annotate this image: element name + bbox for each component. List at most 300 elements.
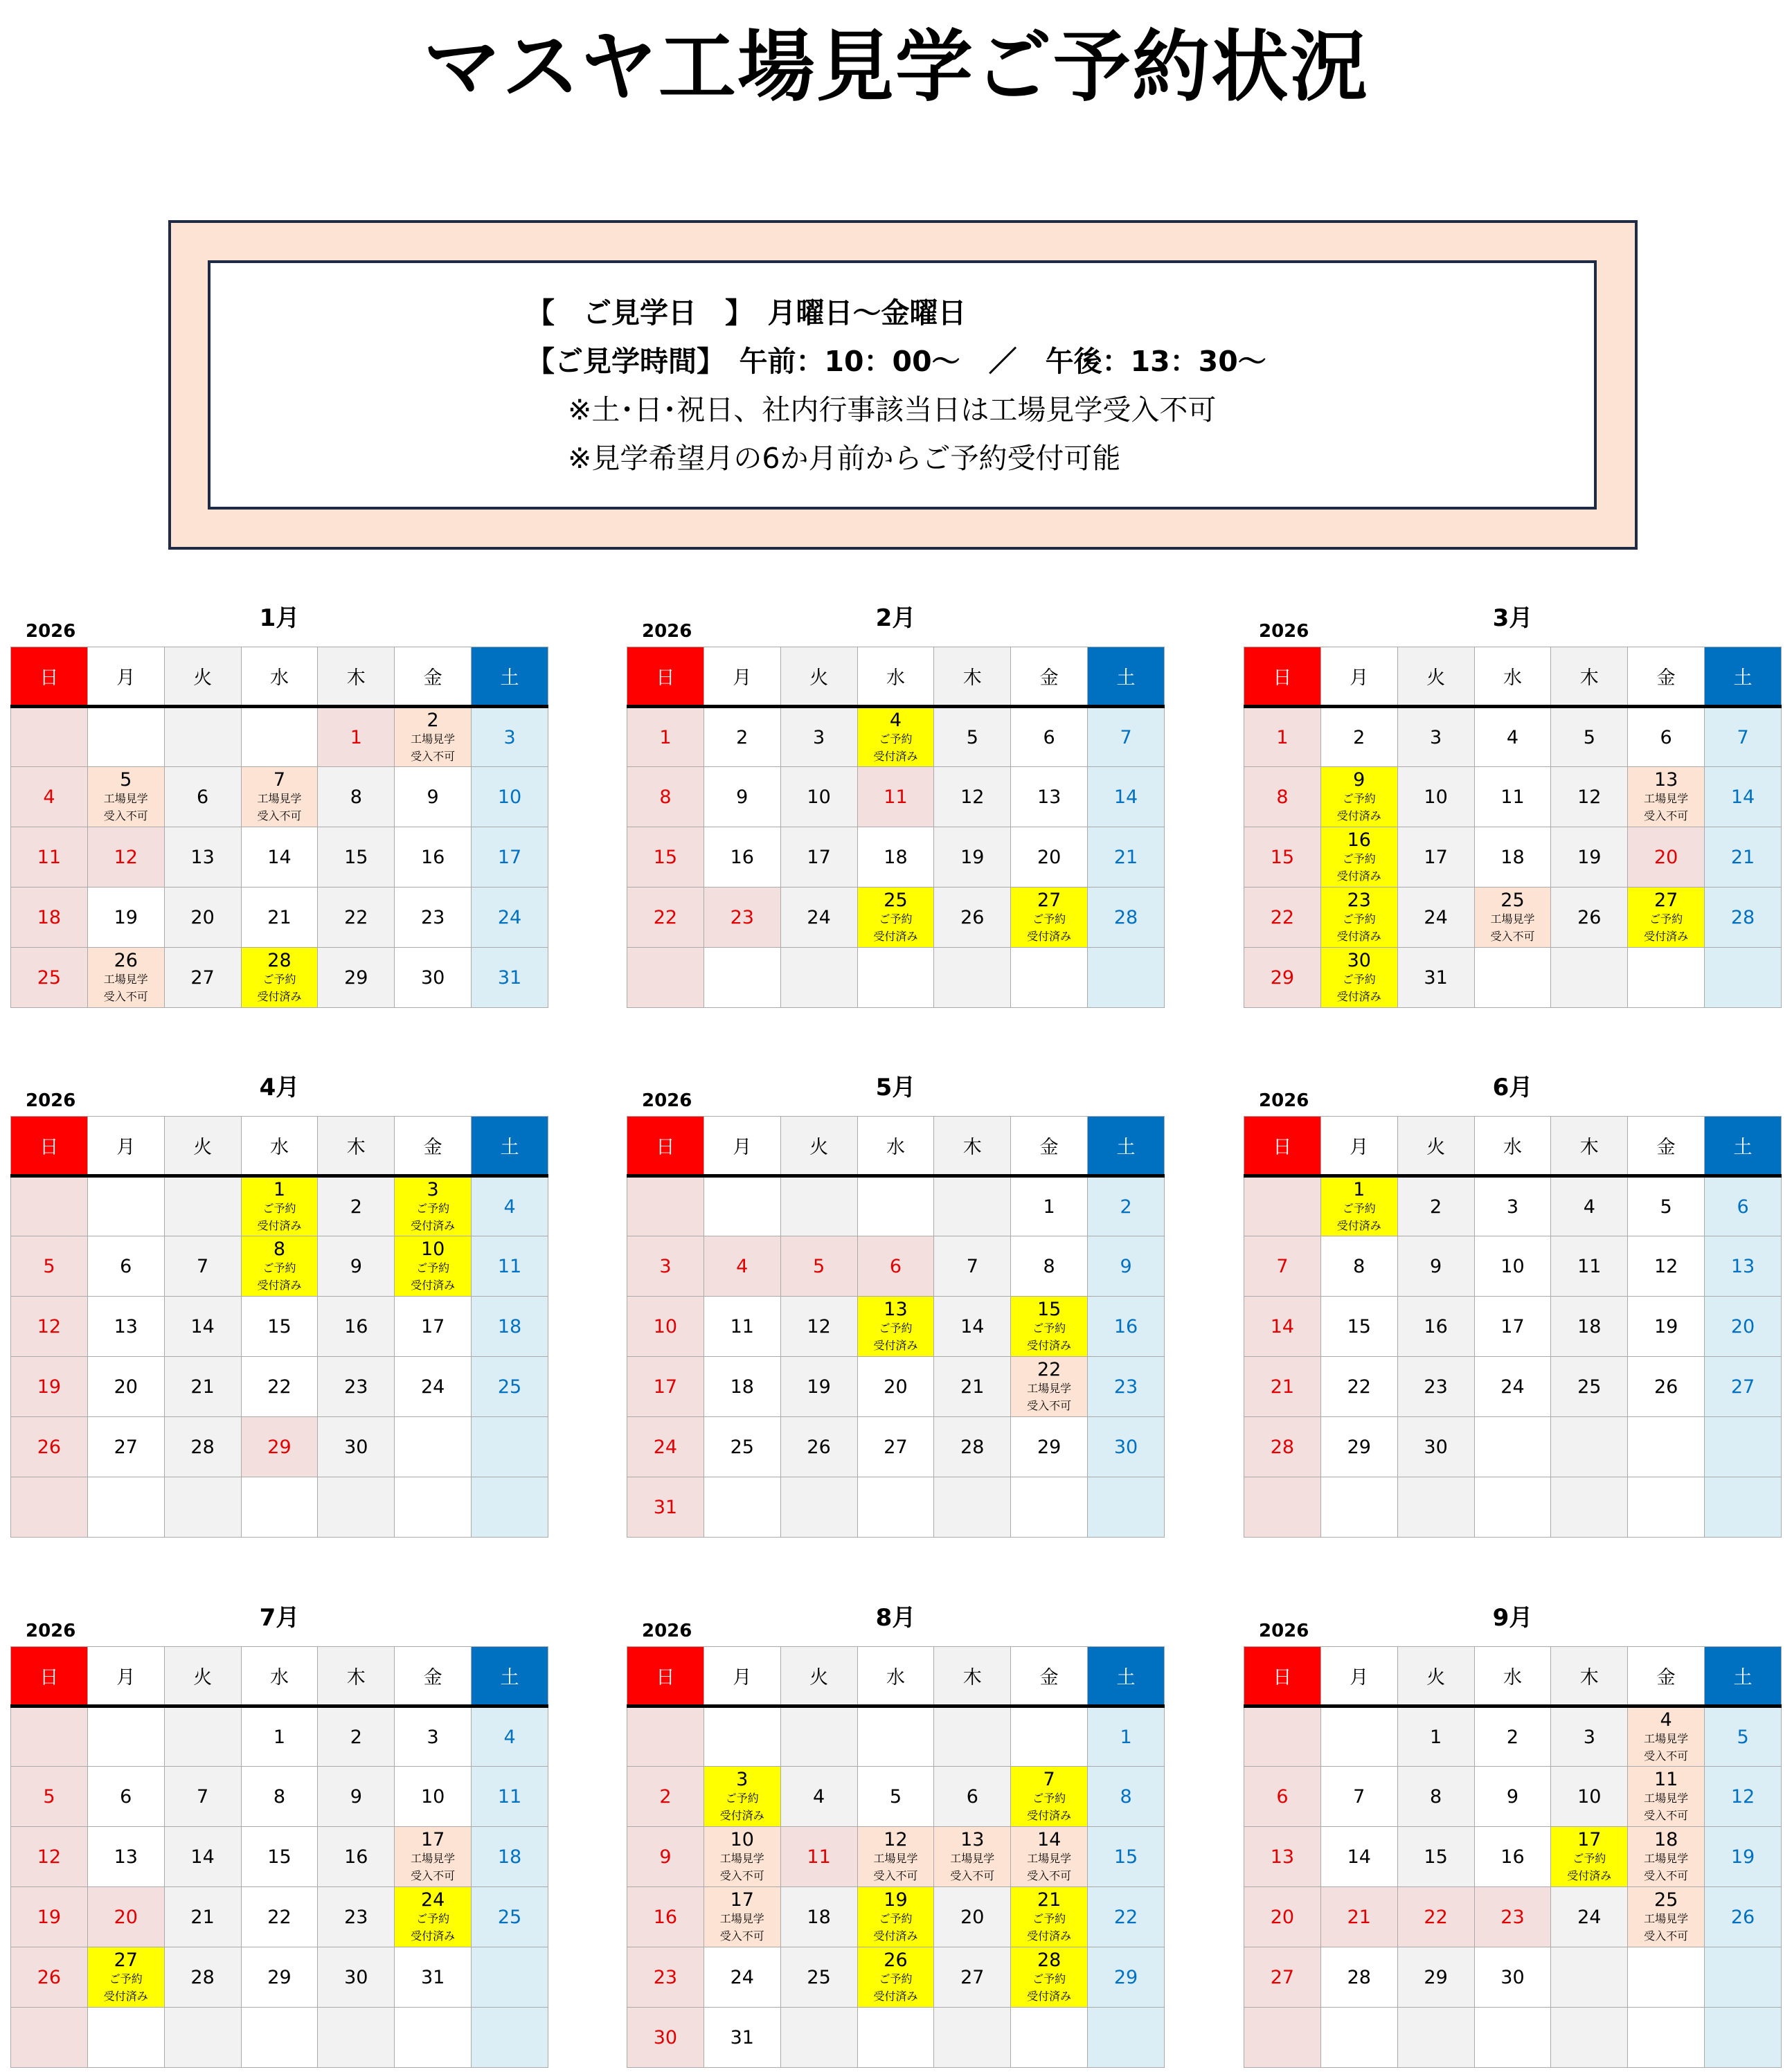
empty-cell — [857, 948, 934, 1008]
weekday-header: 木 — [318, 1647, 395, 1706]
year-label: 2026 — [1259, 621, 1309, 642]
empty-cell — [11, 2008, 88, 2068]
weekday-header: 火 — [164, 1117, 241, 1176]
day-cell — [627, 1236, 704, 1297]
day-number: 13 — [1730, 1255, 1755, 1277]
day-number: 28 — [1113, 906, 1138, 928]
empty-cell — [87, 707, 164, 767]
empty-cell — [395, 1477, 472, 1538]
day-number: 27 — [190, 966, 215, 989]
empty-cell — [1011, 2008, 1088, 2068]
empty-cell — [1551, 1477, 1628, 1538]
week-row — [627, 1297, 1165, 1357]
day-number: 7 — [197, 1785, 209, 1808]
day-note-line2: 受付済み — [1027, 1808, 1072, 1822]
empty-cell — [704, 1477, 780, 1538]
weekday-header: 月 — [1320, 1647, 1397, 1706]
day-number: 6 — [889, 1255, 902, 1277]
calendar-table — [627, 1116, 1165, 1538]
day-number: 16 — [1500, 1846, 1525, 1868]
empty-cell — [241, 1477, 318, 1538]
day-number: 4 — [503, 1726, 516, 1748]
day-number: 14 — [190, 1846, 215, 1868]
weekday-header-row — [627, 1117, 1165, 1176]
day-cell — [780, 888, 857, 948]
day-number: 23 — [1347, 889, 1371, 911]
day-cell — [318, 1767, 395, 1827]
day-number: 23 — [653, 1966, 678, 1988]
empty-cell — [1011, 1477, 1088, 1538]
day-note-line1: ご予約 — [1342, 852, 1376, 865]
day-cell — [627, 2008, 704, 2068]
calendar-table — [10, 1646, 548, 2068]
day-note-line1: ご予約 — [879, 732, 913, 746]
day-number: 2 — [736, 726, 749, 748]
empty-cell — [318, 2008, 395, 2068]
day-cell — [11, 1827, 88, 1887]
empty-cell — [1011, 1706, 1088, 1767]
day-number: 2 — [1430, 1196, 1442, 1218]
day-number: 11 — [1654, 1768, 1678, 1790]
closed-days-note: ※土･日･祝日、社内行事該当日は工場見学受入不可 — [568, 393, 1217, 426]
day-number: 23 — [1113, 1376, 1138, 1398]
day-note-line2: 受付済み — [873, 749, 918, 763]
day-cell — [395, 827, 472, 888]
day-number: 28 — [1730, 906, 1755, 928]
booked-day-cell — [1011, 888, 1088, 948]
day-cell — [1397, 1767, 1474, 1827]
day-number: 15 — [1424, 1846, 1448, 1868]
week-row — [11, 888, 548, 948]
day-cell — [87, 1827, 164, 1887]
day-cell — [1244, 827, 1321, 888]
empty-cell — [472, 1947, 548, 2008]
day-number: 7 — [1353, 1785, 1365, 1808]
day-number: 18 — [884, 846, 908, 868]
day-number: 13 — [1270, 1846, 1295, 1868]
day-number: 17 — [497, 846, 522, 868]
day-number: 15 — [267, 1315, 292, 1337]
day-number: 10 — [420, 1238, 445, 1260]
day-cell — [11, 1417, 88, 1477]
day-cell — [1244, 1887, 1321, 1947]
day-number: 23 — [1424, 1376, 1448, 1398]
day-note-line2: 受付済み — [1027, 1989, 1072, 2003]
weekday-header: 土 — [472, 647, 548, 707]
day-number: 12 — [1577, 786, 1602, 808]
day-cell — [1397, 1176, 1474, 1236]
day-cell — [1320, 1236, 1397, 1297]
day-number: 6 — [120, 1785, 132, 1808]
day-note-line1: ご予約 — [1649, 912, 1683, 926]
week-row — [1244, 1176, 1782, 1236]
day-note-line2: 受入不可 — [1027, 1398, 1072, 1412]
empty-cell — [780, 948, 857, 1008]
day-cell — [241, 1357, 318, 1417]
week-row — [627, 1236, 1165, 1297]
empty-cell — [241, 707, 318, 767]
day-number: 7 — [1276, 1255, 1289, 1277]
day-cell — [780, 1297, 857, 1357]
day-number: 24 — [497, 906, 522, 928]
weekday-header: 日 — [1244, 1647, 1321, 1706]
day-number: 12 — [37, 1315, 62, 1337]
day-number: 18 — [1500, 846, 1525, 868]
day-cell — [704, 1357, 780, 1417]
day-number: 10 — [1577, 1785, 1602, 1808]
day-number: 15 — [1037, 1298, 1061, 1320]
day-cell — [704, 767, 780, 827]
day-number: 4 — [1660, 1709, 1672, 1731]
day-note-line2: 受付済み — [1336, 1218, 1381, 1232]
booked-day-cell — [857, 707, 934, 767]
day-cell — [1474, 827, 1551, 888]
day-number: 25 — [1577, 1376, 1602, 1398]
day-note-line1: ご予約 — [1573, 1851, 1606, 1865]
day-cell — [87, 1297, 164, 1357]
day-note-line1: ご予約 — [879, 1321, 913, 1335]
day-number: 12 — [37, 1846, 62, 1868]
empty-cell — [780, 2008, 857, 2068]
week-row — [11, 1827, 548, 1887]
weekday-header: 月 — [704, 1647, 780, 1706]
day-number: 8 — [273, 1785, 286, 1808]
weekday-header: 金 — [1628, 647, 1705, 707]
day-cell — [857, 1767, 934, 1827]
day-note-line1: 工場見学 — [1644, 1851, 1689, 1865]
weekday-header-row — [627, 647, 1165, 707]
day-cell — [241, 1887, 318, 1947]
day-cell — [11, 767, 88, 827]
empty-cell — [1244, 1477, 1321, 1538]
day-number: 31 — [497, 966, 522, 989]
empty-cell — [11, 1706, 88, 1767]
calendar-table — [1244, 647, 1782, 1008]
day-number: 2 — [350, 1726, 362, 1748]
day-cell — [1088, 1417, 1165, 1477]
day-note-line1: ご予約 — [1032, 1911, 1066, 1925]
day-number: 16 — [344, 1315, 368, 1337]
week-row — [1244, 1297, 1782, 1357]
weekday-header: 水 — [857, 1117, 934, 1176]
empty-cell — [780, 1706, 857, 1767]
day-cell — [780, 1357, 857, 1417]
week-row — [11, 1236, 548, 1297]
empty-cell — [1551, 1417, 1628, 1477]
empty-cell — [1705, 1417, 1782, 1477]
day-number: 11 — [497, 1255, 522, 1277]
year-label: 2026 — [26, 1090, 76, 1111]
weekday-header: 日 — [627, 647, 704, 707]
empty-cell — [164, 1477, 241, 1538]
day-number: 18 — [1577, 1315, 1602, 1337]
day-cell — [472, 1297, 548, 1357]
day-cell — [780, 1236, 857, 1297]
day-note-line1: 工場見学 — [873, 1851, 918, 1865]
day-number: 12 — [1654, 1255, 1678, 1277]
day-cell — [1551, 827, 1628, 888]
weekday-header: 水 — [1474, 1647, 1551, 1706]
empty-cell — [1705, 948, 1782, 1008]
day-note-line2: 受付済み — [411, 1278, 456, 1292]
day-number: 8 — [1120, 1785, 1132, 1808]
day-cell — [1244, 707, 1321, 767]
day-number: 14 — [1113, 786, 1138, 808]
day-number: 4 — [736, 1255, 749, 1277]
day-number: 25 — [497, 1906, 522, 1928]
day-note-line1: 工場見学 — [1490, 912, 1535, 926]
day-cell — [857, 1236, 934, 1297]
day-cell — [704, 888, 780, 948]
week-row — [627, 827, 1165, 888]
day-number: 4 — [813, 1785, 825, 1808]
day-number: 21 — [1037, 1889, 1061, 1911]
booked-day-cell — [241, 1176, 318, 1236]
weekday-header: 水 — [241, 647, 318, 707]
empty-cell — [1551, 948, 1628, 1008]
day-number: 15 — [344, 846, 368, 868]
day-cell — [472, 1236, 548, 1297]
day-cell — [1397, 1887, 1474, 1947]
day-number: 11 — [1577, 1255, 1602, 1277]
unavailable-day-cell — [1628, 1767, 1705, 1827]
day-cell — [1397, 767, 1474, 827]
week-row — [11, 1706, 548, 1767]
day-note-line1: ご予約 — [1342, 912, 1376, 926]
empty-cell — [704, 1176, 780, 1236]
day-number: 22 — [344, 906, 368, 928]
weekday-header: 日 — [11, 647, 88, 707]
weekday-header: 木 — [1551, 1117, 1628, 1176]
empty-cell — [1474, 2008, 1551, 2068]
day-number: 8 — [659, 786, 672, 808]
day-number: 11 — [730, 1315, 754, 1337]
day-cell — [318, 1827, 395, 1887]
day-note-line1: ご予約 — [1032, 1972, 1066, 1985]
day-number: 16 — [1113, 1315, 1138, 1337]
weekday-header: 水 — [857, 647, 934, 707]
empty-cell — [1628, 2008, 1705, 2068]
day-number: 5 — [889, 1785, 902, 1808]
day-note-line1: 工場見学 — [1644, 1791, 1689, 1805]
day-number: 13 — [114, 1846, 138, 1868]
day-cell — [1244, 767, 1321, 827]
day-cell — [1397, 827, 1474, 888]
day-number: 19 — [884, 1889, 908, 1911]
day-cell — [1320, 1887, 1397, 1947]
day-cell — [857, 1357, 934, 1417]
day-number: 30 — [420, 966, 445, 989]
day-cell — [704, 1947, 780, 2008]
day-note-line1: 工場見学 — [1027, 1381, 1072, 1395]
weekday-header: 火 — [780, 647, 857, 707]
day-cell — [1088, 1297, 1165, 1357]
day-cell — [627, 1297, 704, 1357]
day-number: 10 — [1500, 1255, 1525, 1277]
day-number: 22 — [1037, 1358, 1061, 1380]
day-number: 28 — [267, 949, 292, 971]
weekday-header: 金 — [1011, 1117, 1088, 1176]
day-number: 24 — [807, 906, 831, 928]
day-cell — [241, 1947, 318, 2008]
empty-cell — [1628, 1477, 1705, 1538]
day-number: 5 — [966, 726, 978, 748]
empty-cell — [164, 2008, 241, 2068]
day-number: 29 — [1037, 1436, 1061, 1458]
week-row — [11, 1417, 548, 1477]
day-cell — [164, 1887, 241, 1947]
day-number: 18 — [807, 1906, 831, 1928]
day-number: 1 — [350, 726, 362, 748]
day-number: 3 — [813, 726, 825, 748]
empty-cell — [318, 1477, 395, 1538]
day-note-line2: 受付済み — [411, 1218, 456, 1232]
day-cell — [318, 948, 395, 1008]
weekday-header: 水 — [241, 1117, 318, 1176]
day-number: 21 — [1730, 846, 1755, 868]
day-note-line1: ご予約 — [1032, 1791, 1066, 1805]
day-number: 28 — [190, 1966, 215, 1988]
day-note-line2: 受付済み — [1644, 929, 1689, 943]
empty-cell — [1320, 1477, 1397, 1538]
week-row — [627, 1477, 1165, 1538]
day-number: 1 — [1043, 1196, 1055, 1218]
unavailable-day-cell — [395, 707, 472, 767]
empty-cell — [1628, 948, 1705, 1008]
unavailable-day-cell — [87, 767, 164, 827]
day-cell — [1551, 888, 1628, 948]
day-cell — [1011, 1236, 1088, 1297]
day-number: 10 — [420, 1785, 445, 1808]
day-cell — [1088, 707, 1165, 767]
day-number: 4 — [1583, 1196, 1595, 1218]
day-cell — [1551, 1767, 1628, 1827]
day-number: 31 — [730, 2026, 754, 2048]
day-number: 12 — [1730, 1785, 1755, 1808]
day-cell — [472, 827, 548, 888]
unavailable-day-cell — [1011, 1357, 1088, 1417]
day-number: 13 — [1654, 768, 1678, 791]
day-number: 5 — [813, 1255, 825, 1277]
day-cell — [318, 1887, 395, 1947]
day-number: 22 — [1347, 1376, 1371, 1398]
day-number: 15 — [1113, 1846, 1138, 1868]
day-number: 4 — [503, 1196, 516, 1218]
weekday-header: 水 — [1474, 647, 1551, 707]
day-number: 2 — [1506, 1726, 1519, 1748]
weekday-header: 土 — [472, 1647, 548, 1706]
week-row — [1244, 2008, 1782, 2068]
day-number: 16 — [344, 1846, 368, 1868]
weekday-header: 木 — [934, 1647, 1011, 1706]
day-number: 2 — [1353, 726, 1365, 748]
empty-cell — [164, 1176, 241, 1236]
week-row — [627, 888, 1165, 948]
day-number: 14 — [960, 1315, 985, 1337]
empty-cell — [934, 1477, 1011, 1538]
day-cell — [1244, 1236, 1321, 1297]
day-cell — [1244, 1827, 1321, 1887]
week-row — [1244, 1827, 1782, 1887]
day-number: 26 — [807, 1436, 831, 1458]
week-row — [11, 767, 548, 827]
day-number: 9 — [350, 1785, 362, 1808]
day-cell — [1244, 888, 1321, 948]
day-cell — [627, 827, 704, 888]
day-number: 28 — [1037, 1949, 1061, 1971]
empty-cell — [1474, 1417, 1551, 1477]
day-number: 11 — [884, 786, 908, 808]
day-number: 15 — [1270, 846, 1295, 868]
booked-day-cell — [857, 1887, 934, 1947]
day-number: 24 — [1577, 1906, 1602, 1928]
empty-cell — [1244, 1176, 1321, 1236]
day-number: 9 — [659, 1846, 672, 1868]
weekday-header: 月 — [87, 647, 164, 707]
day-cell — [1320, 1357, 1397, 1417]
day-number: 5 — [1737, 1726, 1749, 1748]
booked-day-cell — [395, 1236, 472, 1297]
month-title: 1月 — [259, 604, 300, 632]
empty-cell — [1088, 1477, 1165, 1538]
day-number: 24 — [653, 1436, 678, 1458]
day-number: 2 — [427, 709, 439, 731]
day-number: 17 — [420, 1315, 445, 1337]
week-row — [11, 1357, 548, 1417]
week-row — [1244, 1477, 1782, 1538]
day-cell — [934, 1417, 1011, 1477]
day-cell — [87, 888, 164, 948]
weekday-header: 木 — [318, 647, 395, 707]
day-number: 2 — [659, 1785, 672, 1808]
empty-cell — [1628, 1417, 1705, 1477]
empty-cell — [934, 948, 1011, 1008]
day-note-line1: ご予約 — [416, 1261, 450, 1274]
visit-days-text: 【 ご見学日 】 月曜日～金曜日 — [526, 296, 967, 330]
weekday-header-row — [1244, 1117, 1782, 1176]
week-row — [1244, 1947, 1782, 2008]
week-row — [1244, 1767, 1782, 1827]
unavailable-day-cell — [241, 767, 318, 827]
day-note-line1: 工場見学 — [1027, 1851, 1072, 1865]
day-cell — [241, 1767, 318, 1827]
empty-cell — [395, 1417, 472, 1477]
day-cell — [318, 1947, 395, 2008]
day-cell — [1011, 707, 1088, 767]
calendar-table — [10, 1116, 548, 1538]
empty-cell — [241, 2008, 318, 2068]
day-cell — [934, 1767, 1011, 1827]
empty-cell — [1011, 948, 1088, 1008]
day-number: 31 — [653, 1496, 678, 1518]
empty-cell — [1320, 2008, 1397, 2068]
day-cell — [1551, 1176, 1628, 1236]
day-cell — [1628, 1236, 1705, 1297]
booking-window-note: ※見学希望月の6か月前からご予約受付可能 — [568, 442, 1121, 475]
day-note-line2: 受入不可 — [103, 989, 148, 1003]
day-number: 6 — [966, 1785, 978, 1808]
day-cell — [1551, 1706, 1628, 1767]
weekday-header-row — [11, 1647, 548, 1706]
day-cell — [704, 827, 780, 888]
day-note-line2: 受入不可 — [1644, 1929, 1689, 1943]
day-cell — [472, 1767, 548, 1827]
weekday-header: 日 — [1244, 1117, 1321, 1176]
day-cell — [11, 1947, 88, 2008]
day-cell — [1551, 767, 1628, 827]
day-number: 3 — [427, 1178, 439, 1200]
day-number: 19 — [960, 846, 985, 868]
